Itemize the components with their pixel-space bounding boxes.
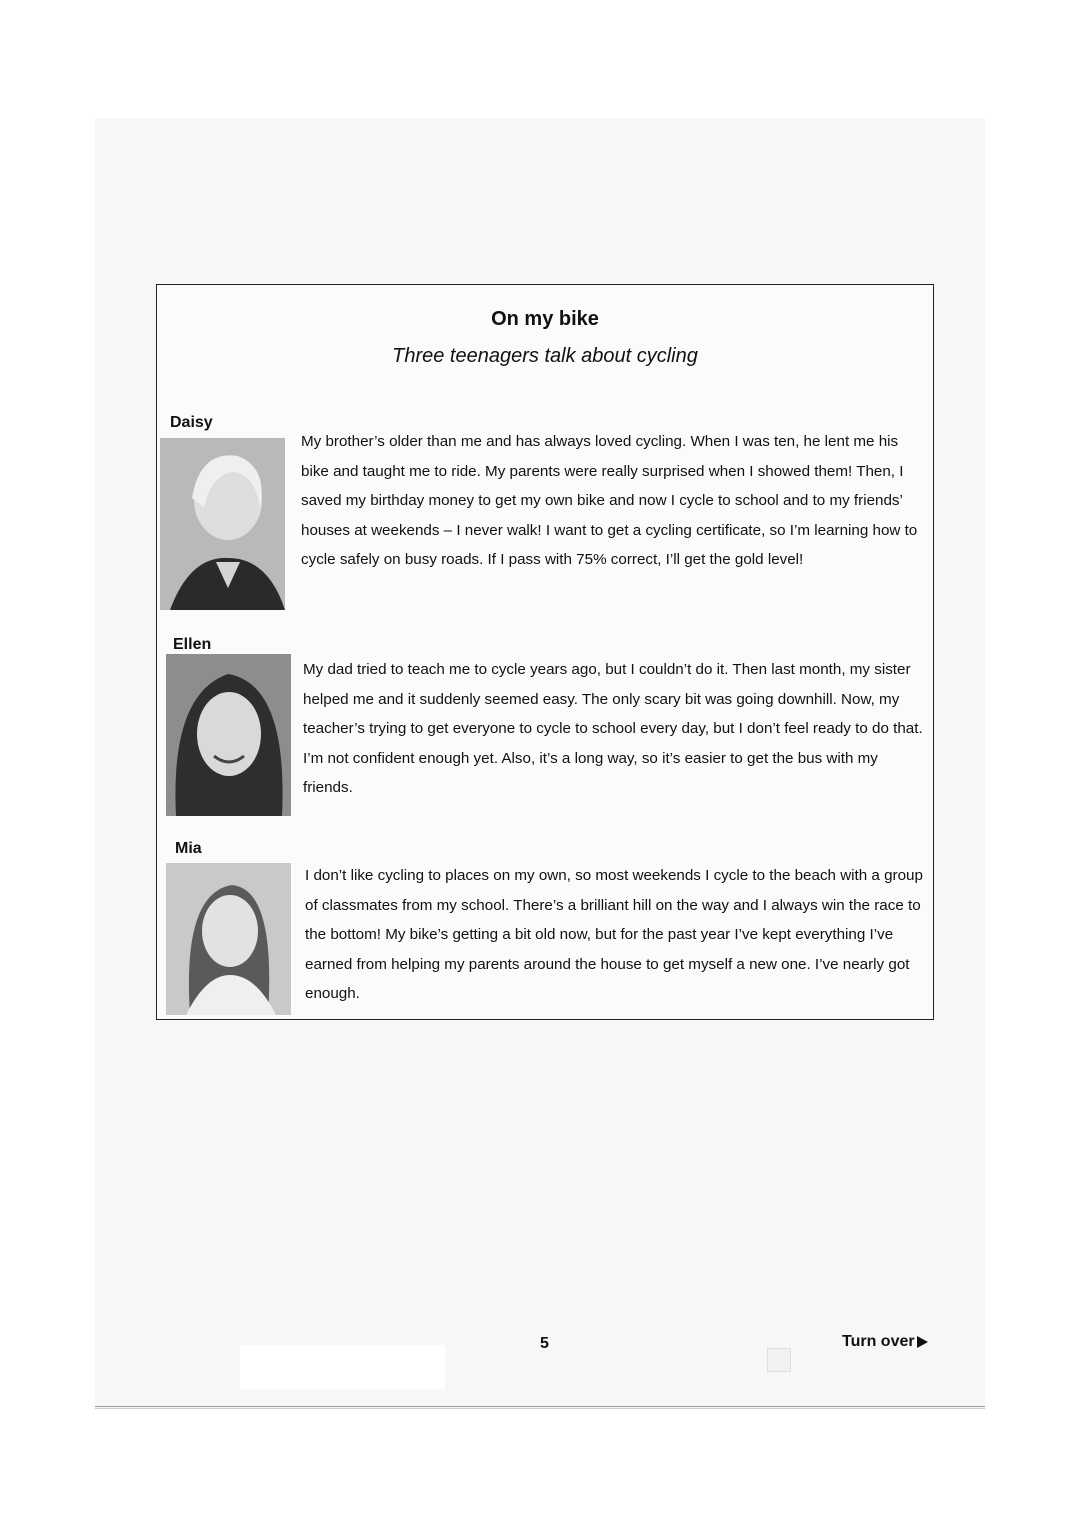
mia-paragraph: I don’t like cycling to places on my own, so most weekends I cycle to the beach with a group of classmates from my school. There’s a brilliant hill on the way and I always win the race to the bottom! My bike’s getting a bit old now, but for the past year I’ve kept everything I’ve earned from helping my parents around the house to get myself a new one. I’ve nearly got enough. [305,867,923,1002]
ellen-photo [166,654,291,816]
daisy-photo [160,438,285,610]
mia-photo [166,863,291,1015]
article-subtitle: Three teenagers talk about cycling [392,345,698,367]
article-box [156,284,934,1020]
article-title: On my bike [491,308,599,330]
turn-over-label [842,1333,928,1351]
person-name-ellen: Ellen [173,636,212,653]
page-number: 5 [540,1335,549,1352]
ellen-paragraph: My dad tried to teach me to cycle years ago, but I couldn’t do it. Then last month, my sister helped me and it suddenly seemed easy. The only scary bit was going downhill. Now, my teacher’s trying to get everyone to cycle to school every day, but I don’t feel ready to do that. I’m not confident enough yet. Also, it’s a long way, so it’s easier to get the bus with my friends. [303,661,923,796]
blank-patch [240,1345,445,1389]
daisy-paragraph: My brother’s older than me and has always loved cycling. When I was ten, he lent me his bike and taught me to ride. My parents were really surprised when I showed them! Then, I saved my birthday money to get my own bike and now I cycle to school and to my friends’ houses at weekends – I never walk! I want to get a cycling certificate, so I’m learning how to cycle safely on busy roads. If I pass with 75% correct, I’ll get the gold level! [301,433,918,568]
turn-over-text: Turn over [842,1333,915,1350]
page-bottom-rule [95,1406,985,1407]
right-triangle-icon [917,1336,928,1348]
person-name-daisy: Daisy [170,414,213,431]
small-logo-icon [767,1348,791,1372]
person-name-mia: Mia [175,840,202,857]
